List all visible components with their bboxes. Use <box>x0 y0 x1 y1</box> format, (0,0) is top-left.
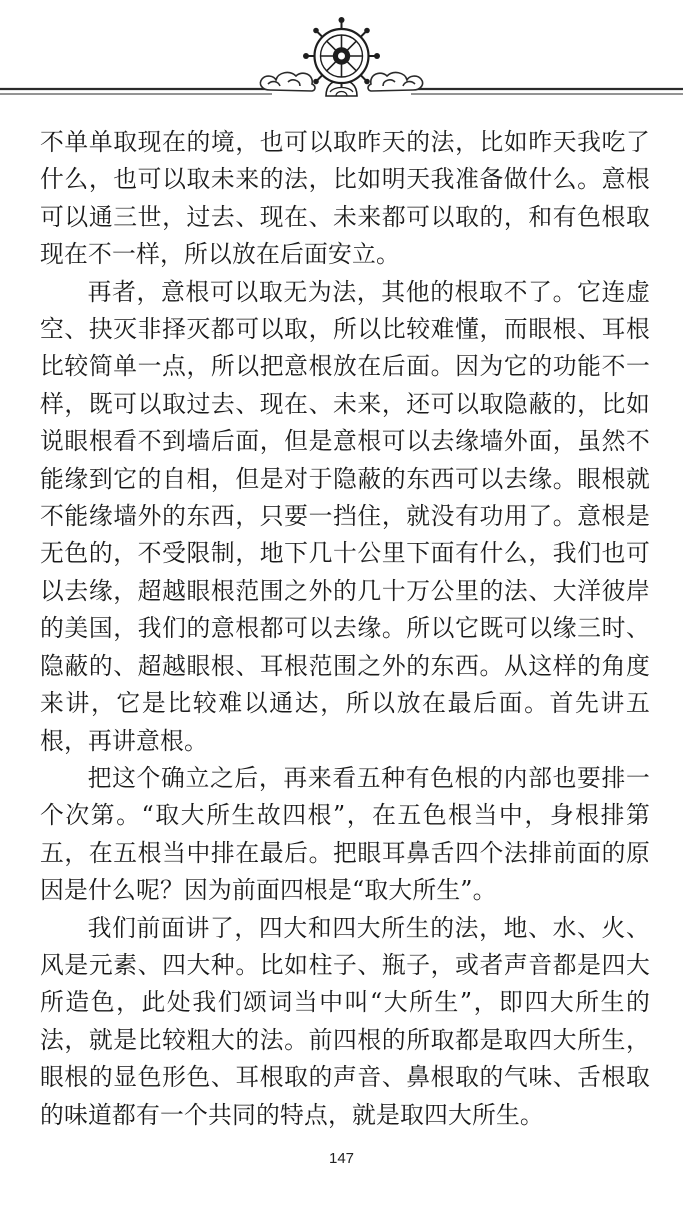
header-ornament <box>0 0 683 110</box>
paragraph-1: 不单单取现在的境，也可以取昨天的法，比如昨天我吃了什么，也可以取未来的法，比如明天我准备做什么。意根可以通三世，过去、现在、未来都可以取的，和有色根取现在不一样，所以放在后面安立。 <box>40 128 650 269</box>
paragraph-2: 再者，意根可以取无为法，其他的根取不了。它连虚空、抉灭非择灭都可以取，所以比较难懂，而眼根、耳根比较简单一点，所以把意根放在后面。因为它的功能不一样，既可以取过去、现在、未来，还可以取隐蔽的，比如说眼根看不到墙后面，但是意根可以去缘墙外面，虽然不能缘到它的自相，但是对于隐蔽的东西可以去缘。眼根就不能缘墙外的东西，只要一挡住，就没有功用了。意根是无色的，不受限制，地下几十公里下面有什么，我们也可以去缘，超越眼根范围之外的几十万公里的法、大洋彼岸的美国，我们的意根都可以去缘。所以它既可以缘三时、隐蔽的、超越眼根、耳根范围之外的东西。从这样的角度来讲，它是比较难以通达，所以放在最后面。首先讲五根，再讲意根。 <box>40 277 650 755</box>
cloud-scroll-right-icon <box>368 73 423 91</box>
page-number: 147 <box>328 1150 355 1167</box>
paragraph-4: 我们前面讲了，四大和四大所生的法，地、水、火、风是元素、四大种。比如柱子、瓶子，或者声音都是四大所造色，此处我们颂词当中叫“大所生”，即四大所生的法，就是比较粗大的法。前四根的所取都是取四大所生，眼根的显色形色、耳根取的声音、鼻根取的气味、舌根取的味道都有一个共同的特点，就是取四大所生。 <box>40 913 650 1129</box>
cloud-scroll-left-icon <box>260 73 315 91</box>
body-text <box>40 124 650 1134</box>
dharma-wheel-icon <box>303 17 380 96</box>
paragraph-3: 把这个确立之后，再来看五种有色根的内部也要排一个次第。“取大所生故四根”，在五色根当中，身根排第五，在五根当中排在最后。把眼耳鼻舌四个法排前面的原因是什么呢？因为前面四根是“取大所生”。 <box>40 763 650 905</box>
